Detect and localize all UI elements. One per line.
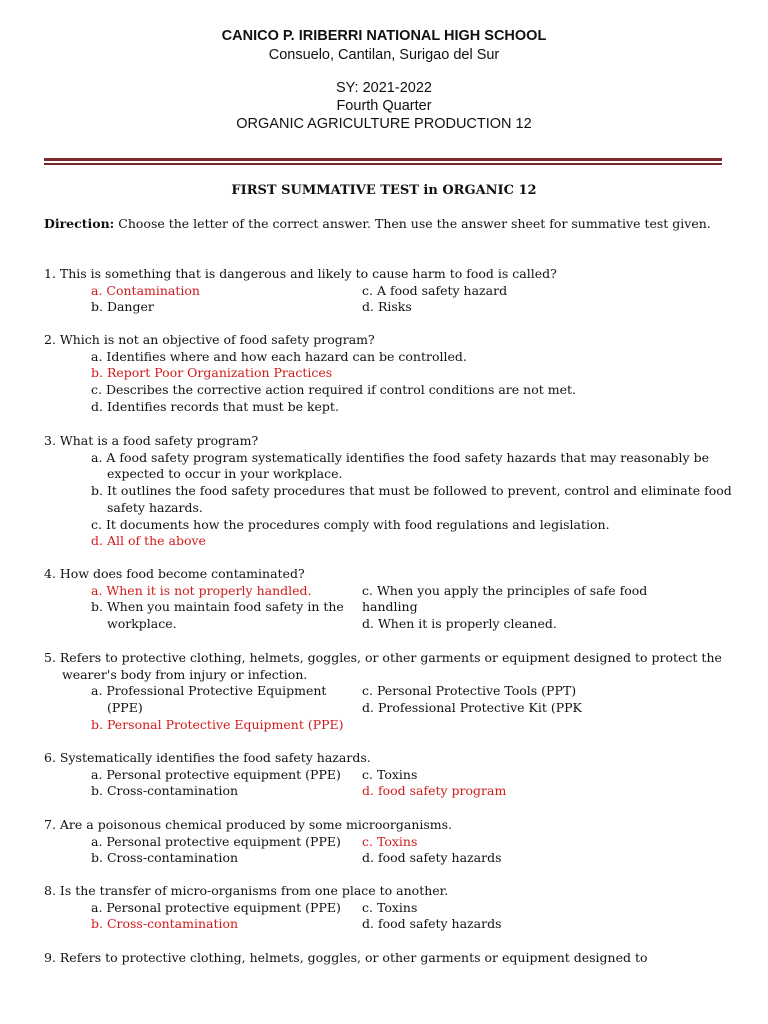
question-stem: 5. Refers to protective clothing, helmets, goggles, or other garments or equipment designed to protect the wearer's body from injury or infection. [44, 650, 722, 682]
option-a: a. Personal protective equipment (PPE) [91, 899, 341, 915]
option-c: c. When you apply the principles of safe food handling [362, 582, 648, 615]
question-2 [44, 332, 734, 416]
question-8 [44, 883, 734, 933]
question-4 [44, 566, 734, 633]
question-9 [44, 950, 734, 967]
option-d-correct: d. All of the above [91, 533, 206, 549]
option-c: c. A food safety hazard [362, 282, 508, 298]
question-stem: 3. What is a food safety program? [44, 433, 259, 448]
question-stem: 8. Is the transfer of micro-organisms from one place to another. [44, 883, 449, 898]
option-c: c. Describes the corrective action required if control conditions are not met. [91, 382, 576, 398]
option-a: a. Personal protective equipment (PPE) [91, 766, 341, 782]
subject: ORGANIC AGRICULTURE PRODUCTION 12 [236, 116, 532, 132]
question-1 [44, 266, 734, 316]
option-d: d. Risks [362, 299, 412, 315]
option-a-correct: a. When it is not properly handled. [91, 582, 312, 598]
option-a: a. Personal protective equipment (PPE) [91, 833, 341, 849]
document-header [0, 26, 768, 133]
option-c-correct: c. Toxins [362, 833, 418, 849]
option-c: c. Toxins [362, 766, 418, 782]
option-b: b. Cross-contamination [91, 783, 239, 799]
option-d: d. Identifies records that must be kept. [91, 398, 339, 414]
question-stem: 7. Are a poisonous chemical produced by some microorganisms. [44, 817, 453, 832]
question-5 [44, 650, 734, 734]
option-d: d. Professional Protective Kit (PPK [362, 700, 582, 716]
question-3 [44, 433, 734, 550]
option-b: b. It outlines the food safety procedures that must be followed to prevent, control and eliminate food safety hazards. [91, 483, 732, 515]
question-stem: 4. How does food become contaminated? [44, 566, 305, 581]
option-c: c. It documents how the procedures comply with food regulations and legislation. [91, 516, 610, 532]
direction-text: Choose the letter of the correct answer. Then use the answer sheet for summative test given. [114, 216, 711, 231]
option-b-correct: b. Report Poor Organization Practices [91, 365, 333, 381]
option-a: a. Professional Protective Equipment (PPE) [91, 683, 327, 716]
question-stem: 2. Which is not an objective of food safety program? [44, 332, 375, 347]
option-b-correct: b. Personal Protective Equipment (PPE) [91, 716, 344, 732]
option-a: a. A food safety program systematically identifies the food safety hazards that may reasonably be expected to occur in your workplace. [91, 449, 709, 482]
option-b-correct: b. Cross-contamination [91, 916, 239, 932]
school-name: CANICO P. IRIBERRI NATIONAL HIGH SCHOOL [221, 28, 547, 44]
question-stem: 6. Systematically identifies the food safety hazards. [44, 750, 371, 765]
option-a: a. Identifies where and how each hazard can be controlled. [91, 348, 467, 364]
question-7 [44, 817, 734, 867]
school-year: SY: 2021-2022 [336, 80, 432, 96]
option-d: d. food safety hazards [362, 850, 502, 866]
question-stem: 1. This is something that is dangerous and likely to cause harm to food is called? [44, 266, 557, 281]
question-6 [44, 750, 734, 800]
option-d: d. food safety hazards [362, 916, 502, 932]
option-c: c. Toxins [362, 899, 418, 915]
option-d: d. When it is properly cleaned. [362, 616, 557, 632]
option-b: b. Cross-contamination [91, 850, 239, 866]
test-title: FIRST SUMMATIVE TEST in ORGANIC 12 [231, 183, 537, 198]
direction-label: Direction: [44, 216, 115, 231]
header-divider-thick [44, 158, 722, 161]
option-a-correct: a. Contamination [91, 282, 200, 298]
school-address: Consuelo, Cantilan, Surigao del Sur [268, 47, 500, 63]
option-b: b. When you maintain food safety in the workplace. [91, 599, 344, 632]
option-d-correct: d. food safety program [362, 783, 507, 799]
quarter: Fourth Quarter [336, 98, 432, 114]
option-c: c. Personal Protective Tools (PPT) [362, 683, 577, 699]
question-stem: 9. Refers to protective clothing, helmets, goggles, or other garments or equipment designed to [44, 950, 648, 965]
option-b: b. Danger [91, 299, 154, 315]
direction-paragraph [44, 215, 734, 232]
header-divider-thin [44, 163, 722, 165]
